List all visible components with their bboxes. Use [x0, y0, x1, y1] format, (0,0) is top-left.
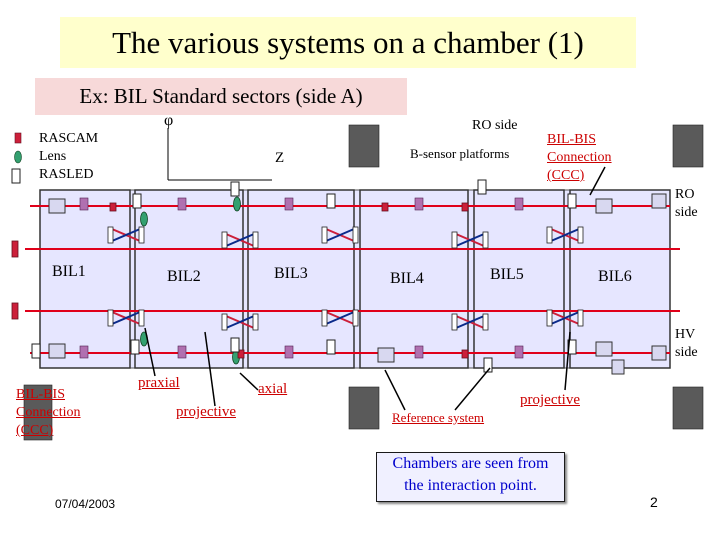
slide-subtitle: Ex: BIL Standard sectors (side A): [35, 78, 407, 115]
b-sensor-platform-icon: [415, 198, 423, 210]
connector-icon: [12, 169, 20, 183]
bil-bis-connection-icon: [349, 387, 379, 429]
page-number: 2: [650, 494, 658, 510]
chamber-label-bil6: BIL6: [598, 268, 632, 285]
rascam-icon: [462, 203, 468, 211]
connector-icon: [133, 194, 141, 208]
b-sensor-platform-icon: [178, 198, 186, 210]
connector-icon: [478, 180, 486, 194]
b-sensor-platform-icon: [415, 346, 423, 358]
b-sensor-platform-icon: [285, 346, 293, 358]
b-sensor-platform-icon: [80, 198, 88, 210]
connector-icon: [231, 338, 239, 352]
rascam-legend-icon: [15, 133, 21, 143]
rascam-icon: [12, 303, 18, 319]
lens-icon: [141, 212, 148, 226]
arrow-axial: [240, 373, 258, 390]
arrow-reference-system: [385, 370, 405, 410]
ro-side-top-label: RO side: [472, 118, 518, 133]
lens-legend-icon: [15, 151, 22, 163]
slide-title: The various systems on a chamber (1): [60, 17, 636, 68]
connector-icon: [131, 340, 139, 354]
b-sensor-platform-icon: [515, 346, 523, 358]
legend-lens-label: Lens: [39, 149, 67, 164]
rasled-icon: [596, 342, 612, 356]
connector-icon: [231, 182, 239, 196]
rasled-icon: [612, 360, 624, 374]
praxial-label: praxial: [138, 375, 180, 391]
chamber-label-bil3: BIL3: [274, 265, 308, 282]
b-sensor-platforms-label: B-sensor platforms: [410, 146, 510, 161]
chamber-label-bil4: BIL4: [390, 270, 424, 287]
chamber-label-bil5: BIL5: [490, 266, 524, 283]
connector-icon: [327, 194, 335, 208]
chamber-label-bil2: BIL2: [167, 268, 201, 285]
legend-rasled-label: RASLED: [39, 167, 94, 182]
rascam-icon: [462, 350, 468, 358]
rascam-icon: [12, 241, 18, 257]
connector-icon: [327, 340, 335, 354]
connector-icon: [568, 194, 576, 208]
rasled-icon: [652, 346, 666, 360]
rasled-icon: [652, 194, 666, 208]
b-sensor-platform-icon: [515, 198, 523, 210]
chamber-label-bil1: BIL1: [52, 263, 86, 280]
axial-label: axial: [258, 381, 288, 397]
hv-side-label: HV side: [675, 327, 698, 360]
b-sensor-platform-icon: [80, 346, 88, 358]
bil-bis-connection-icon: [349, 125, 379, 167]
projective-right-label: projective: [520, 392, 580, 408]
bilbis-connection-left-label: BIL-BIS Connection (CCC): [16, 387, 81, 438]
note-box: Chambers are seen from the interaction point.: [376, 452, 565, 502]
rasled-icon: [378, 348, 394, 362]
rascam-icon: [382, 203, 388, 211]
rasled-icon: [596, 199, 612, 213]
lens-icon: [234, 197, 241, 211]
bilbis-connection-right-label: BIL-BIS Connection (CCC): [547, 132, 612, 183]
connector-icon: [32, 344, 40, 358]
ro-side-right-label: RO side: [675, 187, 698, 220]
phi-label: φ: [164, 112, 174, 129]
projective-left-label: projective: [176, 404, 236, 420]
b-sensor-platform-icon: [178, 346, 186, 358]
bil-bis-connection-icon: [673, 387, 703, 429]
rascam-icon: [110, 203, 116, 211]
z-label: Z: [275, 150, 285, 166]
coordinate-axes: [168, 128, 272, 180]
reference-system-label: Reference system: [392, 410, 485, 425]
rasled-icon: [49, 344, 65, 358]
legend-rascam-label: RASCAM: [39, 131, 99, 146]
footer-date: 07/04/2003: [55, 497, 116, 511]
arrow-reference-system-2: [455, 368, 490, 410]
rasled-icon: [49, 199, 65, 213]
b-sensor-platform-icon: [285, 198, 293, 210]
bil-bis-connection-icon: [673, 125, 703, 167]
